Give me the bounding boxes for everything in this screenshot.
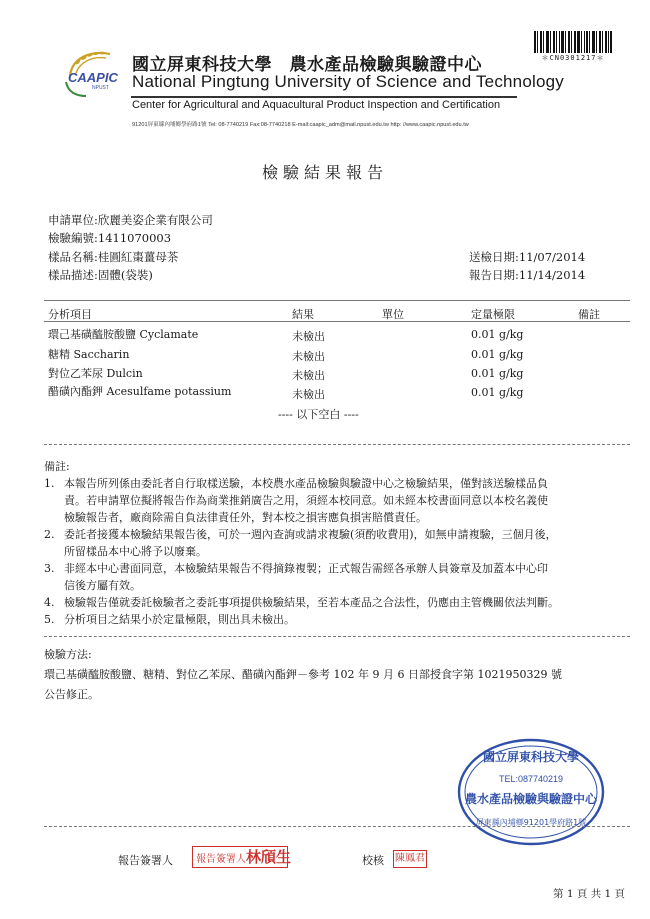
header-item: 分析項目 — [48, 308, 92, 321]
note-line: 4. 檢驗報告僅就委託檢驗者之委託事項提供檢驗結果，至若本產品之合法性，仍應由主管機關依法判斷。 — [44, 596, 559, 609]
table-header-rule — [44, 321, 630, 322]
barcode-icon — [534, 31, 612, 53]
table-row-limit: 0.01 g/kg — [471, 367, 524, 380]
sample-name: 樣品名稱:桂圓紅棗薑母茶 — [48, 250, 179, 264]
note-line: 所留樣品本中心將予以廢棄。 — [64, 545, 207, 558]
table-row-item: 糖精 Saccharin — [48, 348, 130, 361]
section-divider — [44, 826, 630, 827]
table-row-item: 醋磺內酯鉀 Acesulfame potassium — [48, 385, 232, 398]
submit-date: 送檢日期:11/07/2014 — [469, 250, 586, 264]
header-address: 91201屏東縣內埔鄉學府路1號 Tel: 08-7740219 Fax:08-7740218 E-mail:caapic_adm@mail.npust.edu.tw http: //www.caapic.npust.edu.tw — [132, 122, 469, 128]
header-limit: 定量極限 — [471, 308, 515, 321]
stamp-main-text: 農水產品檢驗與驗證中心 — [464, 792, 598, 806]
header-title-zh: 國立屏東科技大學 農水產品檢驗與驗證中心 — [132, 55, 482, 75]
header-result: 結果 — [292, 308, 314, 321]
report-date: 報告日期:11/14/2014 — [469, 268, 586, 282]
table-row-item: 環己基磺醯胺酸鹽 Cyclamate — [48, 328, 199, 341]
note-line: 檢驗報告者，廠商除需自負法律責任外，對本校之損害應負損害賠償責任。 — [64, 511, 427, 524]
table-row-limit: 0.01 g/kg — [471, 328, 524, 341]
note-line: 1. 本報告所列係由委託者自行取樣送驗，本校農水產品檢驗與驗證中心之檢驗結果，僅對該送驗樣品負 — [44, 477, 548, 490]
stamp-tel: TEL:087740219 — [498, 774, 564, 784]
method-heading: 檢驗方法: — [44, 648, 92, 661]
page-number: 第 1 頁 共 1 頁 — [553, 888, 626, 900]
table-row-result: 未檢出 — [292, 350, 325, 363]
note-line: 責。若申請單位擬將報告作為商業推銷廣告之用，須經本校同意。如未經本校書面同意以本校名義使 — [64, 494, 548, 507]
stamp-bottom-text: 屏東縣內埔鄉91201學府路1號 — [475, 818, 587, 827]
note-line: 信後方屬有效。 — [64, 579, 141, 592]
section-divider — [44, 636, 630, 637]
note-line: 3. 非經本中心書面同意，本檢驗結果報告不得摘錄複製；正式報告需經各承辦人員簽章及加蓋本中心印 — [44, 562, 548, 575]
table-top-rule — [44, 300, 630, 301]
notes-heading: 備註: — [44, 460, 70, 473]
table-row-result: 未檢出 — [292, 369, 325, 382]
official-stamp-icon — [456, 737, 606, 847]
test-number: 檢驗編號:1411070003 — [48, 231, 172, 245]
header-unit: 單位 — [382, 308, 404, 321]
stamp-top-text: 國立屏東科技大學 — [482, 750, 580, 764]
note-line: 5. 分析項目之結果小於定量極限，則出具未檢出。 — [44, 613, 295, 626]
header-remark: 備註 — [578, 308, 600, 321]
checker-label: 校核 — [362, 854, 384, 867]
logo-text: CAAPIC — [68, 70, 118, 85]
section-divider — [44, 444, 630, 445]
table-end-marker: ---- 以下空白 ---- — [278, 408, 359, 421]
header-divider — [131, 96, 517, 98]
sample-description: 樣品描述:固體(袋裝) — [48, 268, 153, 282]
table-row-result: 未檢出 — [292, 388, 325, 401]
barcode-number: ＊CN0301217＊ — [541, 54, 605, 62]
header-title-en: National Pingtung University of Science and Technology — [132, 72, 564, 91]
note-line: 2. 委託者接獲本檢驗結果報告後，可於一週內查詢或請求複驗(須酌收費用)，如無申請複驗，三個月後， — [44, 528, 557, 541]
method-line: 公告修正。 — [44, 688, 99, 701]
checker-seal: 陳鳳君 — [393, 850, 427, 868]
notes-list — [44, 475, 559, 628]
header-center-en: Center for Agricultural and Aquacultural Product Inspection and Certification — [132, 99, 501, 111]
table-row-item: 對位乙苯尿 Dulcin — [48, 367, 143, 380]
method-line: 環己基磺醯胺酸鹽、糖精、對位乙苯尿、醋磺內酯鉀－參考 102 年 9 月 6 日部授食字第 1021950329 號 — [44, 668, 562, 681]
signer-seal: 報告簽署人林頎生 — [192, 846, 288, 868]
applicant: 申請單位:欣麗美姿企業有限公司 — [48, 213, 213, 227]
report-title: 檢驗結果報告 — [261, 163, 388, 182]
signer-label: 報告簽署人 — [118, 854, 173, 867]
table-row-limit: 0.01 g/kg — [471, 348, 524, 361]
table-row-result: 未檢出 — [292, 330, 325, 343]
table-row-limit: 0.01 g/kg — [471, 386, 524, 399]
logo-subtext: NPUST — [92, 85, 109, 91]
